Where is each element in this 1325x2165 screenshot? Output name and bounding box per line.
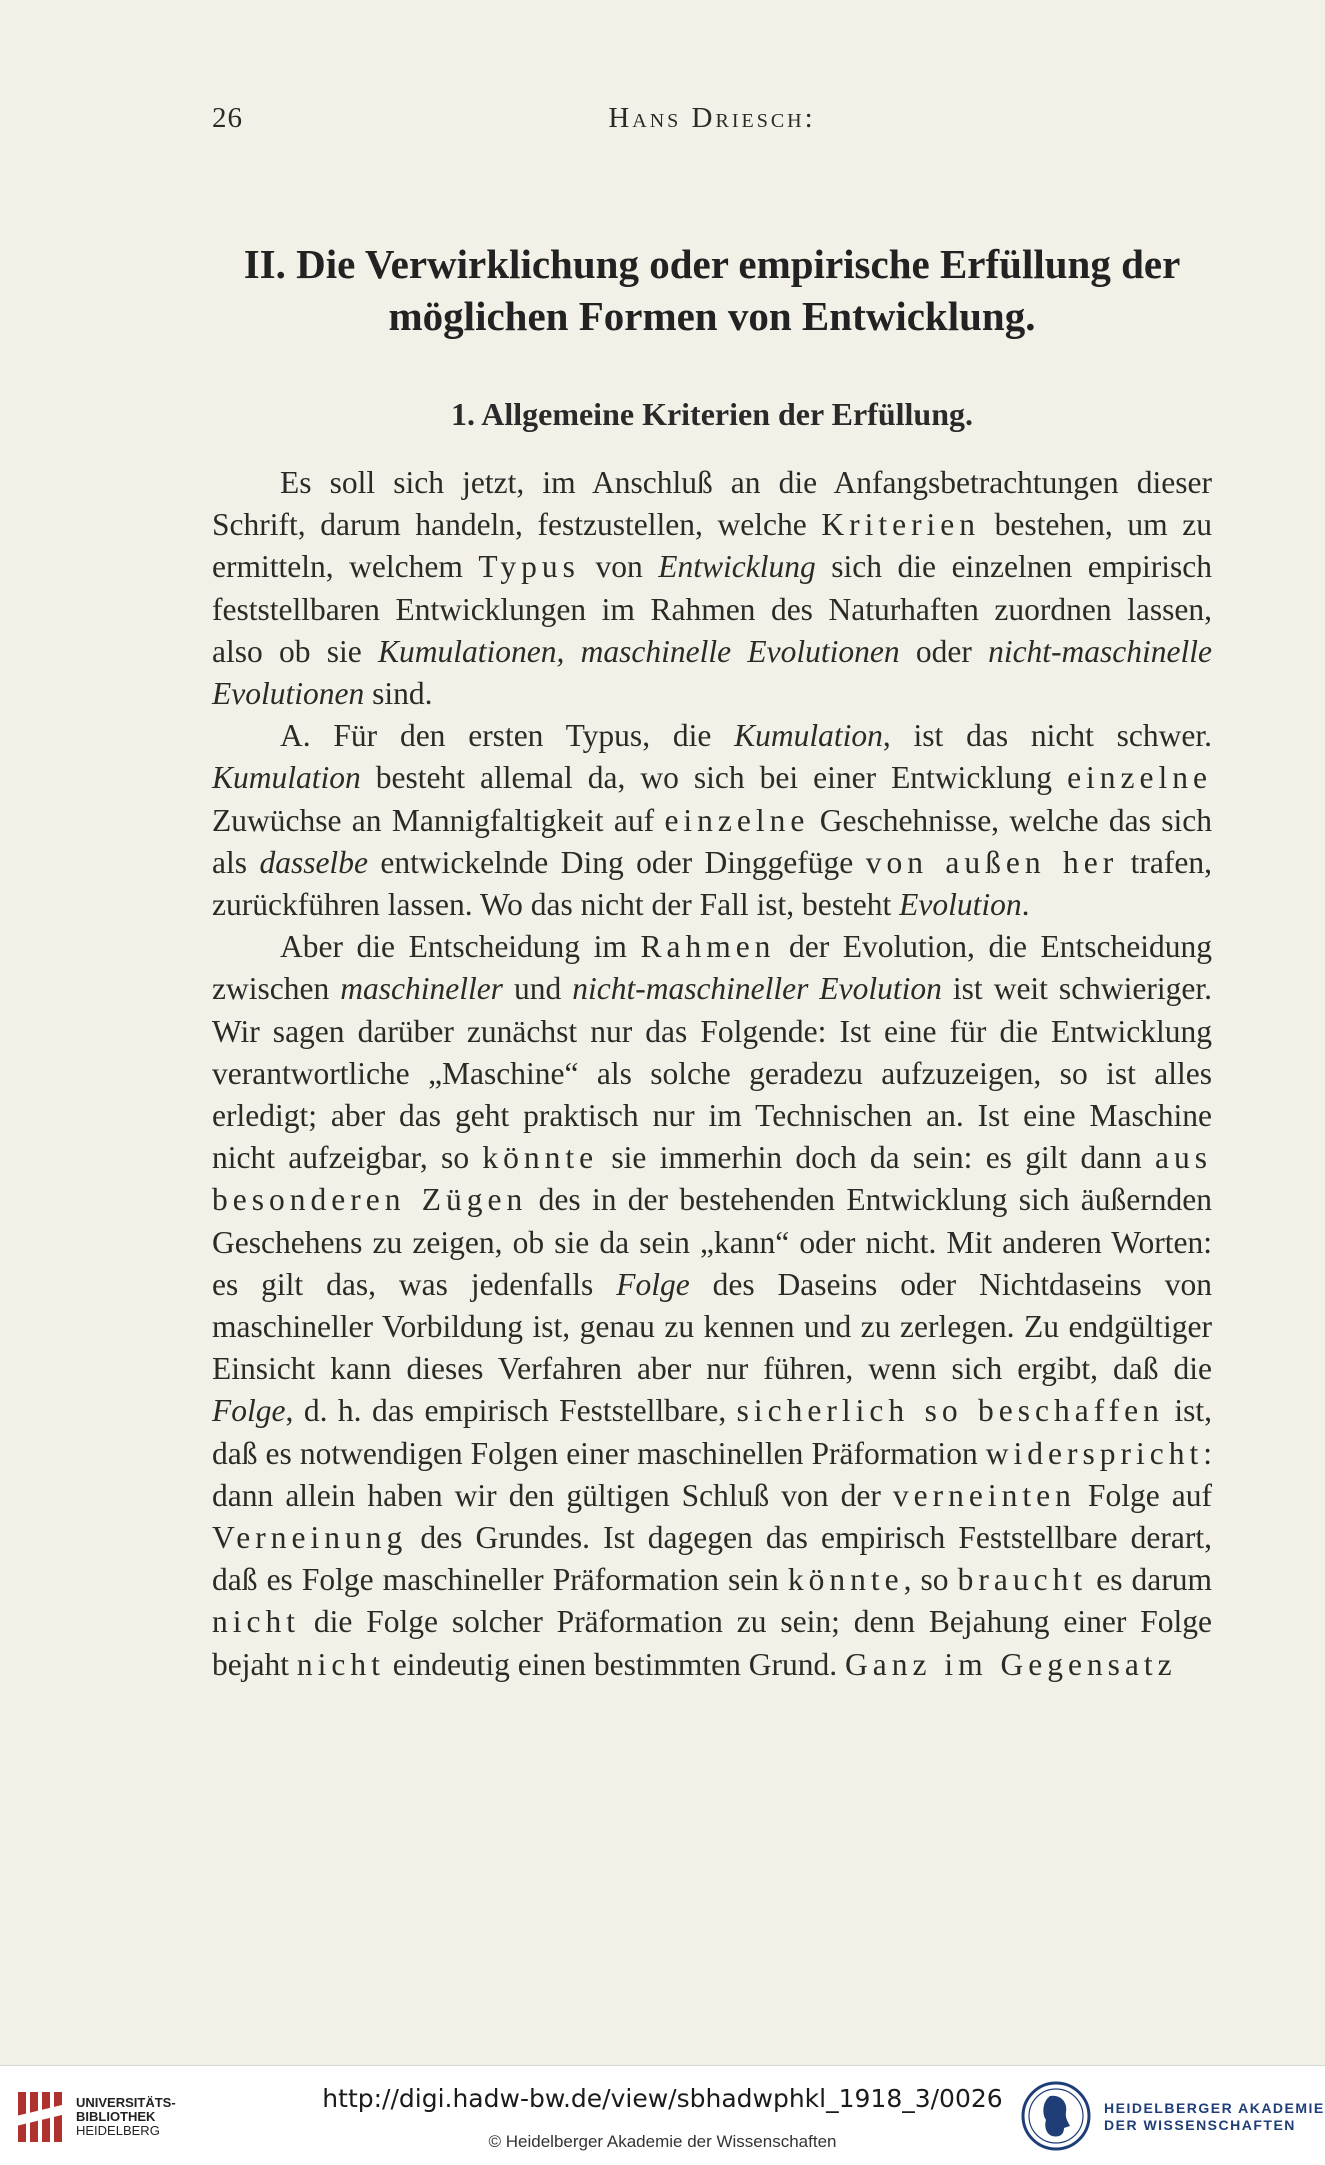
running-head — [212, 102, 1212, 142]
text-run: Es soll sich jetzt, im Anschluß an die Anfangsbetrachtungen dieser Schrift, darum handeln, festzustellen, welche — [212, 465, 1212, 543]
italic-text: Evolution — [899, 887, 1022, 923]
spaced-text: Rahmen — [640, 929, 776, 965]
italic-text: Kumulationen, maschinelle Evolutionen — [378, 633, 900, 669]
permalink-url[interactable]: http://digi.hadw-bw.de/view/sbhadwphkl_1918_3/0026 — [322, 2084, 1003, 2113]
paragraph-3 — [212, 926, 1212, 1686]
spaced-text: könnte — [787, 1562, 904, 1598]
section-title: 1. Allgemeine Kriterien der Erfüllung. — [450, 396, 973, 432]
page-number: 26 — [212, 102, 243, 134]
italic-text: nicht-maschineller Evolution — [572, 971, 942, 1007]
spaced-text: einzelne — [1067, 760, 1212, 796]
text-run: die Folge solcher Präformation zu sein; denn Bejahung einer Folge bejaht — [212, 1604, 1212, 1682]
text-run: eindeutig einen bestimmten Grund. — [384, 1646, 845, 1682]
text-run: Geschehnisse, welche das sich als — [212, 802, 1212, 880]
copyright-notice: © Heidelberger Akademie der Wissenschaften — [488, 2132, 837, 2151]
italic-text: Kumulation — [734, 718, 883, 754]
text-run: entwickelnde Ding oder Dinggefüge — [367, 844, 866, 880]
italic-text: nicht-maschinelle Evolutionen — [212, 633, 1213, 712]
viewer-footer — [0, 2065, 1325, 2165]
spaced-text: verneinten — [892, 1477, 1076, 1513]
spaced-text: einzelne — [664, 802, 810, 838]
italic-text: dasselbe — [259, 844, 368, 880]
text-run: besteht allemal da, wo sich bei einer Entwicklung — [360, 760, 1068, 796]
spaced-text: von außen her — [865, 844, 1119, 880]
body-text — [212, 462, 1212, 1686]
text-run: trafen, zurückführen lassen. Wo das nicht der Fall ist, besteht — [212, 844, 1213, 923]
chapter-title-line-1: II. Die Verwirklichung oder empirische Erfüllung der — [243, 241, 1181, 287]
text-run: sind. — [364, 676, 433, 712]
paragraph-1 — [212, 462, 1212, 715]
text-run: Aber die Entscheidung im — [280, 929, 641, 965]
text-run: des in der bestehenden Entwicklung sich äußernden Geschehens zu zeigen, ob sie da sein „kann“ oder nicht. Mit anderen Worten: es gilt das, was jedenfalls — [212, 1182, 1212, 1302]
library-line-3: HEIDELBERG — [76, 2123, 160, 2138]
text-run: A. Für den ersten Typus, die — [280, 718, 735, 754]
text-run: des Daseins oder Nichtdaseins von maschineller Vorbildung ist, genau zu kennen und zu zerlegen. Zu endgültiger Einsicht kann dieses Verfahren aber nur führen, wenn sich ergibt, daß die — [212, 1266, 1212, 1387]
spaced-text: sicherlich so beschaffen — [736, 1393, 1164, 1429]
chapter-title-line-2: möglichen Formen von Entwicklung. — [388, 293, 1036, 339]
text-run: . — [1021, 887, 1030, 923]
text-run: : dann allein haben wir den gültigen Schluß von der — [212, 1435, 1212, 1513]
spaced-text: könnte — [482, 1140, 599, 1176]
text-run: oder — [899, 633, 989, 669]
spaced-text: Verneinung — [212, 1520, 408, 1556]
spaced-text: nicht — [212, 1604, 300, 1640]
spaced-text: Ganz im Gegensatz — [845, 1646, 1177, 1682]
spaced-text: braucht — [957, 1562, 1088, 1598]
chapter-title — [212, 238, 1212, 342]
spaced-text: Kriterien — [821, 507, 981, 543]
text-run: , so — [903, 1562, 958, 1598]
text-run: es darum — [1087, 1562, 1213, 1598]
text-run: bestehen, um zu ermitteln, welchem — [212, 507, 1213, 585]
paragraph-2 — [212, 715, 1212, 926]
text-run: , d. h. das empirisch Feststellbare, — [285, 1393, 737, 1429]
text-run: des Grundes. Ist dagegen das empirisch Feststellbare derart, daß es Folge maschineller Präformation sein — [212, 1520, 1212, 1598]
text-run: ist, daß es notwendigen Folgen einer maschinellen Präformation — [212, 1393, 1213, 1471]
text-run: ist weit schwieriger. Wir sagen darüber zunächst nur das Folgende: Ist eine für die Entwicklung verantwortliche „Maschine“ als solche geradezu aufzuzeigen, so ist alles erledigt; aber das geht praktisch nur im Technischen an. Ist eine Maschine nicht aufzeigbar, so — [212, 971, 1213, 1176]
text-run: Folge auf — [1075, 1477, 1212, 1513]
text-run: und — [502, 971, 573, 1007]
text-run: , ist das nicht schwer. — [882, 718, 1212, 754]
academy-name — [1104, 2100, 1325, 2134]
spaced-text: widerspricht — [985, 1435, 1204, 1471]
spaced-text: nicht — [296, 1646, 385, 1682]
text-run: von — [579, 549, 659, 585]
text-run: der Evolution, die Entscheidung zwischen — [212, 929, 1213, 1007]
library-line-2: BIBLIOTHEK — [76, 2109, 156, 2124]
italic-text: Kumulation — [212, 760, 361, 796]
library-line-1: UNIVERSITÄTS- — [76, 2095, 176, 2110]
academy-line-2: DER WISSENSCHAFTEN — [1104, 2117, 1296, 2133]
spaced-text: aus besonderen Zügen — [212, 1140, 1213, 1218]
academy-line-1: HEIDELBERGER AKADEMIE — [1104, 2100, 1325, 2116]
text-run: sich die einzelnen empirisch feststellbaren Entwicklungen im Rahmen des Naturhaften zuordnen lassen, also ob sie — [212, 549, 1213, 669]
text-run: sie immerhin doch da sein: es gilt dann — [598, 1140, 1156, 1176]
italic-text: Folge — [212, 1393, 286, 1429]
italic-text: Entwicklung — [658, 549, 816, 585]
italic-text: maschineller — [340, 971, 503, 1007]
running-title: Hans Driesch: — [608, 102, 816, 134]
hadw-emblem-icon[interactable] — [1020, 2080, 1092, 2152]
italic-text: Folge — [616, 1266, 690, 1302]
text-run: Zuwüchse an Mannigfaltigkeit auf — [212, 802, 665, 838]
spaced-text: Typus — [478, 549, 580, 585]
